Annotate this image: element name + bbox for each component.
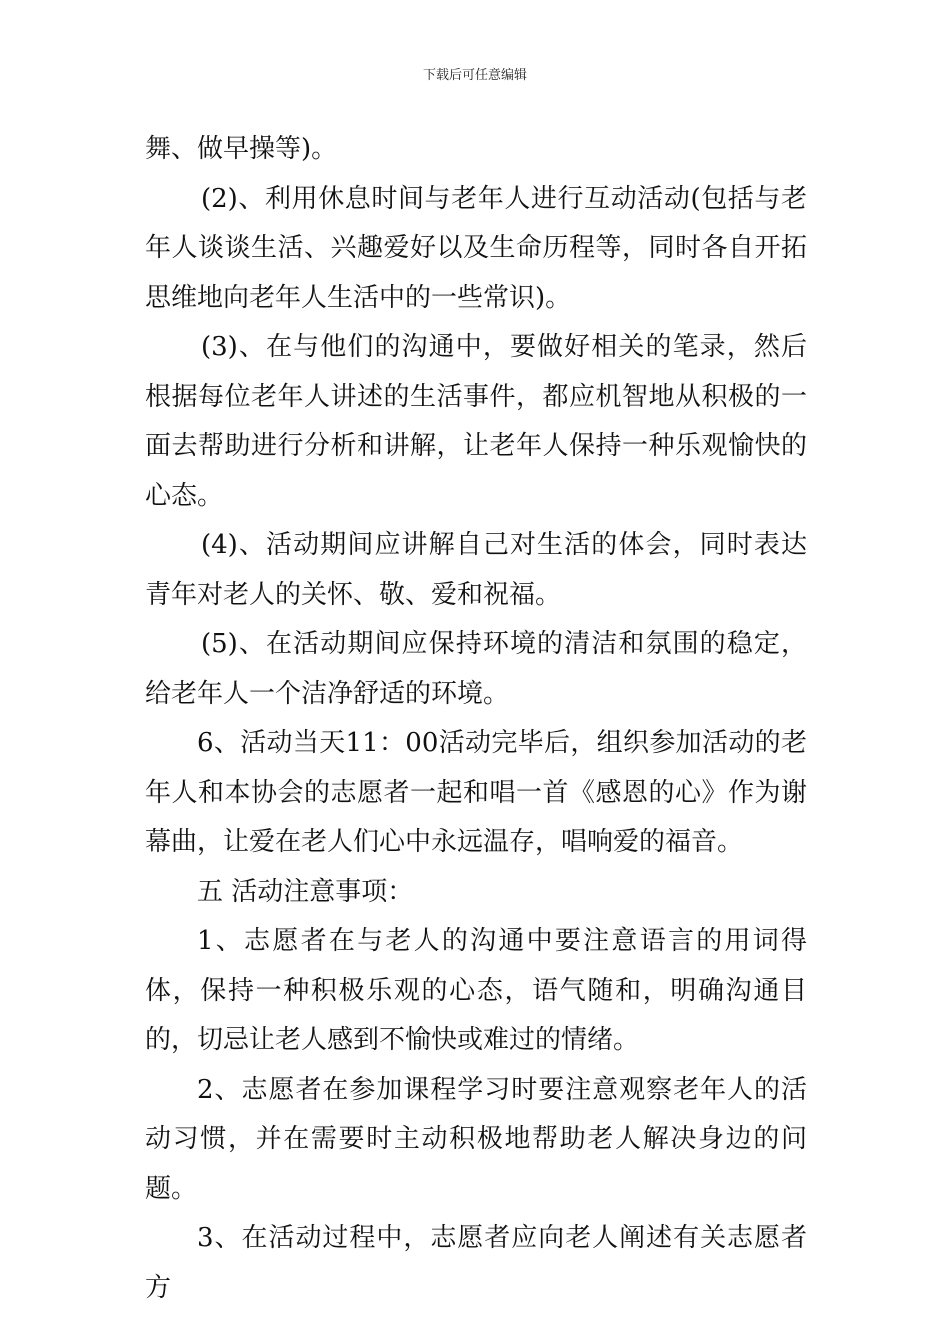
paragraph-note-3: 3、在活动过程中，志愿者应向老人阐述有关志愿者方 [145,1223,807,1303]
paragraph-item-3: (3)、在与他们的沟通中，要做好相关的笔录，然后根据每位老年人讲述的生活事件，都应机智地从积极的一面去帮助进行分析和讲解，让老年人保持一种乐观愉快的心态。 [145,332,807,511]
paragraph-step-6: 6、活动当天11：00活动完毕后，组织参加活动的老年人和本协会的志愿者一起和唱一首《感恩的心》作为谢幕曲，让爱在老人们心中永远温存，唱响爱的福音。 [145,728,807,857]
paragraph-item-2: (2)、利用休息时间与老年人进行互动活动(包括与老年人谈谈生活、兴趣爱好以及生命历程等，同时各自开拓思维地向老年人生活中的一些常识)。 [145,183,807,313]
paragraph-note-2: 2、志愿者在参加课程学习时要注意观察老年人的活动习惯，并在需要时主动积极地帮助老人解决身边的问题。 [145,1074,807,1204]
paragraph-continuation: 舞、做早操等)。 [145,134,338,164]
paragraph-item-4: (4)、活动期间应讲解自己对生活的体会，同时表达青年对老人的关怀、敬、爱和祝福。 [145,530,807,610]
section-heading-notes: 五 活动注意事项： [197,876,414,907]
page-header: 下载后可任意编辑 [422,68,527,83]
document-body [145,125,807,1313]
paragraph-item-5: (5)、在活动期间应保持环境的清洁和氛围的稳定，给老年人一个洁净舒适的环境。 [145,629,807,709]
paragraph-note-1: 1、志愿者在与老人的沟通中要注意语言的用词得体，保持一种积极乐观的心态，语气随和，明确沟通目的，切忌让老人感到不愉快或难过的情绪。 [145,926,807,1055]
